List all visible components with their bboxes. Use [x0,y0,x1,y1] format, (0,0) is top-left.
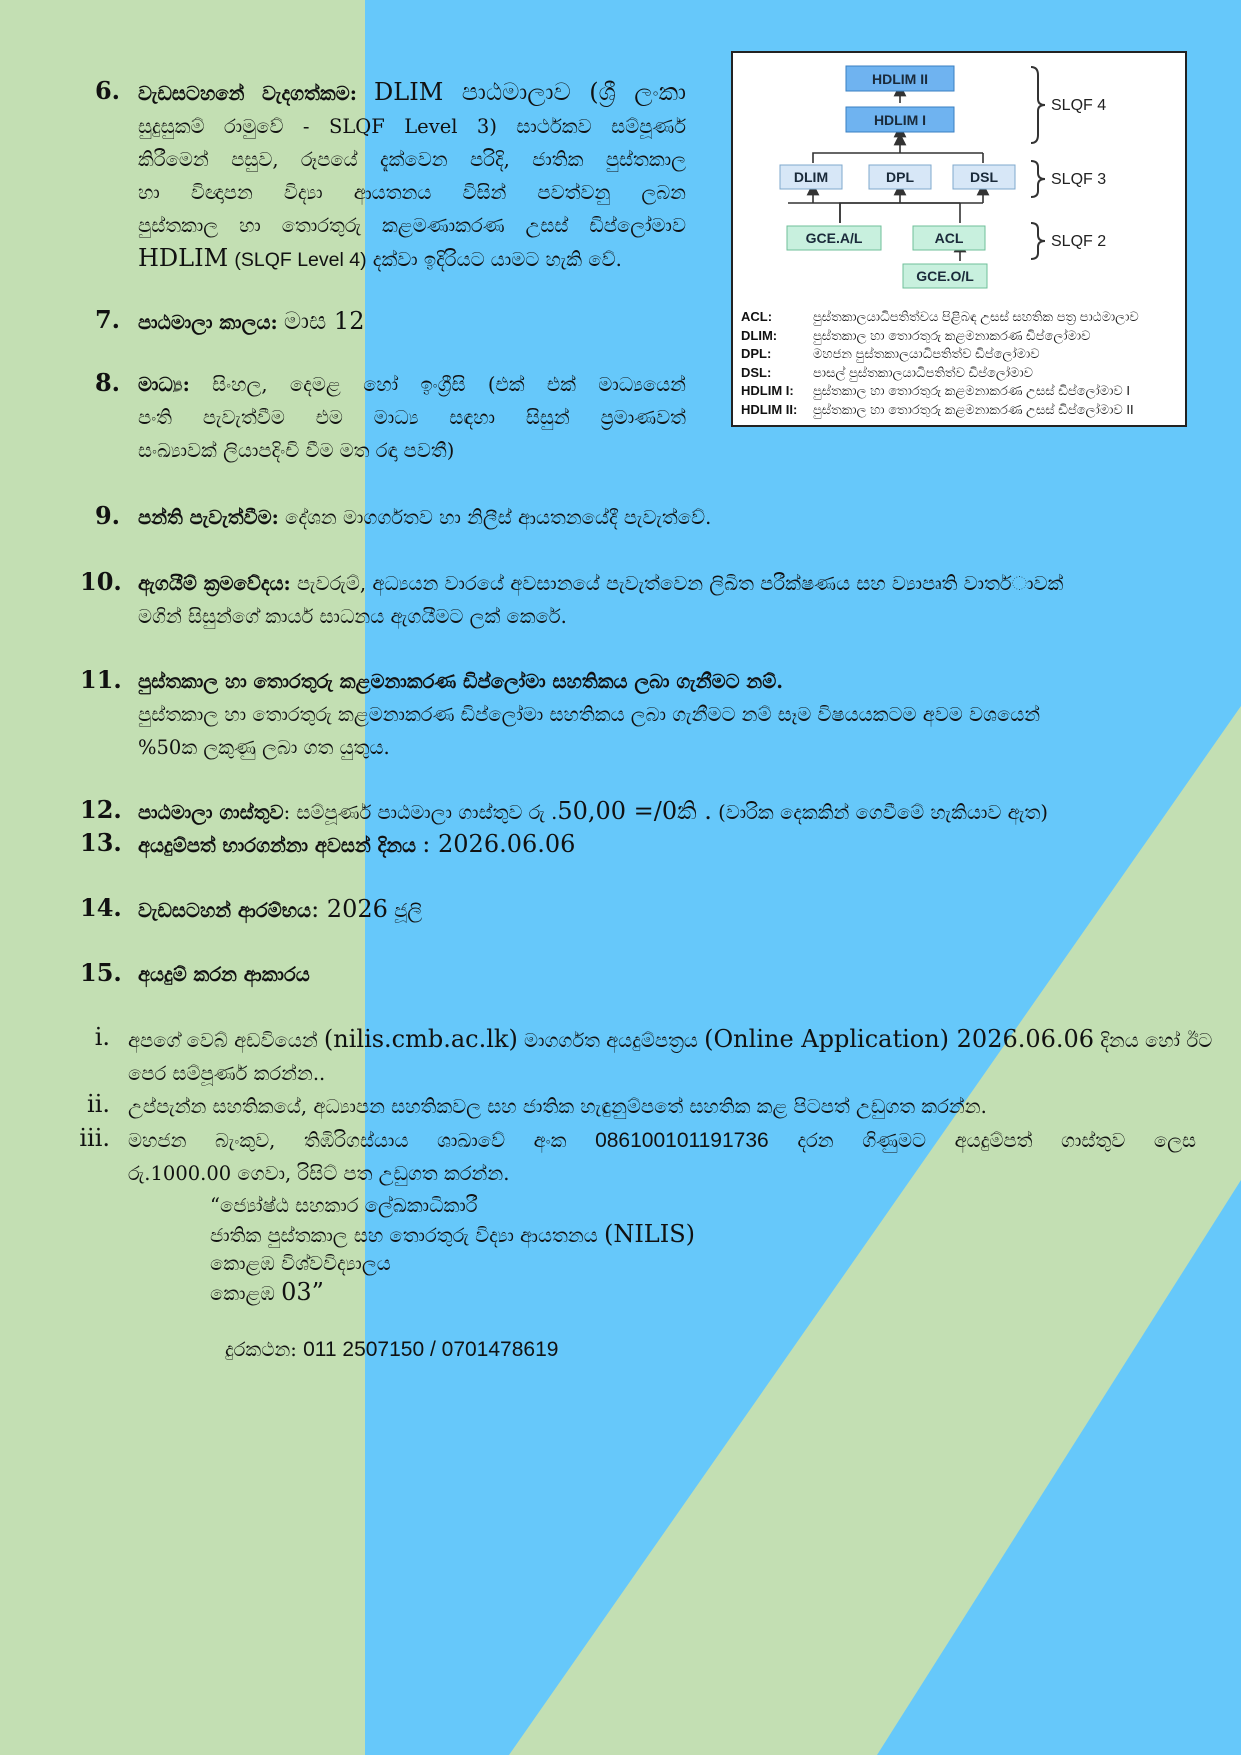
item-7-number: 7. [94,305,120,334]
item-10-line: මගින් සිසුන්ගේ කාර්ය සාධනය ඇගයීමට ලක් කෙරේ. [138,605,567,628]
postal-address [210,1192,695,1308]
step-i-text: අපගේ වෙබ් අඩවියෙන් [128,1029,324,1052]
item-9-classes [138,501,711,534]
legend-text: පුස්තකාල හා තොරතුරු කළමනාකරණ ඩිප්ලෝමාව [813,327,1091,343]
item-13-number: 13. [80,828,122,857]
item-12-text: : සම්පූර්ණ පාඨමාලා ගාස්තුව රු . [283,801,558,824]
node-dpl: DPL [886,169,914,185]
item-6-slqf: (SLQF Level 4) [234,249,367,271]
item-10-number: 10. [80,567,122,596]
item-6-end: දක්වා ඉදිරියට යාමට හැකි වේ. [372,248,622,271]
item-11-line: පුස්තකාල හා තොරතුරු කළමනාකරණ ඩිප්ලෝමා සහතිකය ලබා ගැනීමට නම් සෑම විෂයයකටම අවම වශයෙන් [138,703,1041,726]
step-i-line: පෙර සම්පූර්ණ කරන්න.. [128,1062,326,1085]
item-7-label: පාඨමාලා කාලය: [138,311,278,334]
address-line: කොළඹ විශ්වවිද්‍යාලය [210,1252,391,1275]
legend-key: ACL: [741,309,773,324]
item-7-text: මාස 12 [283,307,365,335]
website-link[interactable]: (nilis.cmb.ac.lk) [323,1025,518,1053]
step-ii-upload-certificates [128,1090,1196,1123]
legend-text: මහජන පුස්තකාලයාධිපතිත්ව ඩිප්ලෝමාව [813,346,1040,361]
item-6-line [138,242,686,277]
step-iii-line [128,1124,1196,1157]
item-7-duration [138,305,364,339]
item-12-installment: (වාරික දෙකකින් ගෙවීමේ හැකියාව ඇත) [711,801,1048,824]
step-ii-number: ii. [87,1090,110,1118]
legend-text: පාසල් පුස්තකාලයාධිපතිත්ව ඩිප්ලෝමාව [813,364,1033,380]
node-gceal: GCE.A/L [805,230,863,246]
step-ii-text: උප්පැන්න සහතිකයේ, අධ්‍යාපන සහතිකවල සහ ජාතික හැඳුනුම්පතේ සහතික කළ පිටපත් උඩුගත කරන්න. [128,1095,987,1118]
item-15-label: අයදුම් කරන ආකාරය [138,963,310,986]
item-6-number: 6. [94,76,120,105]
item-15-how-to-apply [138,958,310,991]
level-slqf2: SLQF 2 [1051,233,1107,250]
legend-row [741,327,1139,346]
item-14-year: : 2026 [311,895,388,923]
item-13-closing-date [138,828,575,862]
legend-key: HDLIM II: [741,401,798,417]
node-dsl: DSL [970,169,998,185]
step-i-text: දිනය හෝ ඊට [1094,1029,1213,1052]
item-11-label: පුස්තකාල හා තොරතුරු කළමනාකරණ ඩිප්ලෝමා සහතිකය ලබා ගැනීමට නම්. [138,670,784,693]
level-braces [1031,67,1045,259]
step-i-line [128,1023,1213,1057]
item-12-number: 12. [80,795,122,824]
node-hdlim1: HDLIM I [873,112,927,128]
address-postcode: 03” [281,1278,324,1306]
step-i-online-date: (Online Application) 2026.06.06 [704,1025,1095,1053]
legend-row [741,364,1139,383]
item-8-line: පංති පැවැත්වීම එම මාධ්‍ය සඳහා සිසුන් ප්‍රමාණවත් [138,406,686,429]
node-gceol: GCE.O/L [916,268,974,284]
item-10-label: ඇගයීම් ක්‍රමවේදය: [138,572,291,595]
address-line [210,1220,695,1250]
legend-key: HDLIM I: [741,383,794,398]
item-14-number: 14. [80,893,122,922]
item-9-label: පන්ති පැවැත්වීම: [138,506,279,529]
node-dlim: DLIM [793,169,829,185]
item-9-number: 9. [94,501,120,530]
item-6-label: වැඩසටහනේ වැදගත්කම: [138,82,357,105]
item-8-line: සංඛ්‍යාවක් ලියාපදිංචි වීම මත රඳා පවතී) [138,439,455,462]
item-11-line: %50ක ලකුණු ලබා ගත යුතුය. [138,736,390,759]
item-6-importance [138,76,686,277]
item-6-line [138,76,686,110]
item-10-text: පැවරුම්, අධ්‍යයන වාරයේ අවසානයේ පැවැත්වෙන ලිඛිත පරීක්ෂණය සහ ව්‍යාපෘති වාතර්ාවක් [296,572,1064,595]
item-14-start [138,893,422,927]
step-iii-line: රු.1000.00 ගෙවා, රිසිට් පත උඩුගත කරන්න. [128,1162,510,1185]
item-15-number: 15. [80,958,122,987]
item-14-label: වැඩසටහන් ආරම්භය [138,899,312,922]
item-8-text: සිංහල, දෙමළ හෝ ඉංග්‍රීසි (එක් එක් මාධ්‍යයෙන් [212,373,687,396]
item-10-evaluation [138,567,1196,633]
step-iii-number: iii. [79,1124,110,1152]
item-8-line [138,368,686,401]
address-text: ජාතික පුස්තකාල සහ තොරතුරු විද්‍යා ආයතනය [210,1224,604,1247]
address-line [210,1278,695,1308]
item-12-fee [138,795,1196,829]
item-8-medium [138,368,686,467]
phone-number[interactable]: 011 2507150 / 0701478619 [303,1338,559,1361]
address-nilis: (NILIS) [603,1220,696,1248]
node-acl: ACL [934,230,964,246]
item-14-month: ජූලි [387,899,423,922]
legend-key: DSL: [741,364,772,380]
step-iii-payment [128,1124,1196,1190]
legend-row [741,345,1139,364]
item-6-hdlim: HDLIM [138,244,229,272]
legend-row [741,308,1139,327]
item-6-line: කිරීමෙන් පසුව, රූපයේ දැක්වෙන පරිදි, ජාතික පුස්තකාල [138,148,686,171]
level-slqf4: SLQF 4 [1051,97,1107,114]
legend-text: පුස්තකාල හා තොරතුරු කළමනාකරණ උසස් ඩිප්ලෝමාව II [813,401,1134,417]
item-6-line: සුදුසුකම් රාමුවේ - SLQF Level 3) සාර්ථකව සම්පූර්ණ [138,115,686,138]
item-12-label: පාඨමාලා ගාස්තුව [138,801,284,824]
address-line: “ජ්‍යෝෂ්ඨ සහකාර ලේඛකාධිකාරී [210,1194,478,1217]
phone-label: දුරකථන: [225,1338,304,1361]
level-slqf3: SLQF 3 [1051,171,1107,188]
item-13-label: අයදුම්පත් භාරගන්නා අවසන් දිනය [138,834,417,857]
diagram-legend [741,308,1139,419]
item-8-label: මාධ්‍ය: [138,373,190,396]
step-i-number: i. [94,1023,110,1051]
item-13-date: : 2026.06.06 [422,830,576,858]
step-i-online-application [128,1023,1213,1090]
node-hdlim2: HDLIM II [872,71,928,87]
legend-text: පුස්තකාලයාධිපතිත්වය පිළිබඳ උසස් සහතික පත්‍ර පාඨමාලාව [813,309,1139,324]
item-11-certificate [138,665,1196,764]
bank-account-number: 086100101191736 [595,1129,769,1152]
contact-phone [225,1333,558,1366]
item-6-text: DLIM පාඨමාලාව (ශ්‍රී ලංකා [374,78,687,106]
legend-key: DLIM: [741,327,778,343]
item-12-amount: 50,00 =/0කි . [557,797,712,825]
step-iii-text: මහජන බැංකුව, තිඹිරිගස්යාය ශාඛාවේ අංක [128,1129,567,1152]
legend-row [741,382,1139,401]
step-i-text: මාගර්ගත අයදුම්පත්‍රය [517,1029,705,1052]
item-10-line [138,567,1196,600]
item-6-line: පුස්තකාල හා තොරතුරු කළමණාකරණ උසස් ඩිප්ලෝමාව [138,214,686,237]
legend-row [741,401,1139,420]
address-text: කොළඹ [210,1282,282,1305]
item-9-text: දේශන මාගර්ගතව හා නිලීස් ආයතනයේදී පැවැත්වේ. [285,506,712,529]
item-6-line: හා විඥාපන විද්‍යා ආයතනය විසින් පවත්වනු ලබන [138,181,686,204]
item-11-number: 11. [80,665,122,694]
qualification-pathway-diagram [731,51,1187,427]
legend-text: පුස්තකාල හා තොරතුරු කළමනාකරණ උසස් ඩිප්ලෝමාව I [813,383,1130,398]
step-iii-text: දරන ගිණුමට අයදුම්පත් ගාස්තුව ලෙස [797,1129,1197,1152]
legend-key: DPL: [741,346,772,361]
item-8-number: 8. [94,368,120,397]
